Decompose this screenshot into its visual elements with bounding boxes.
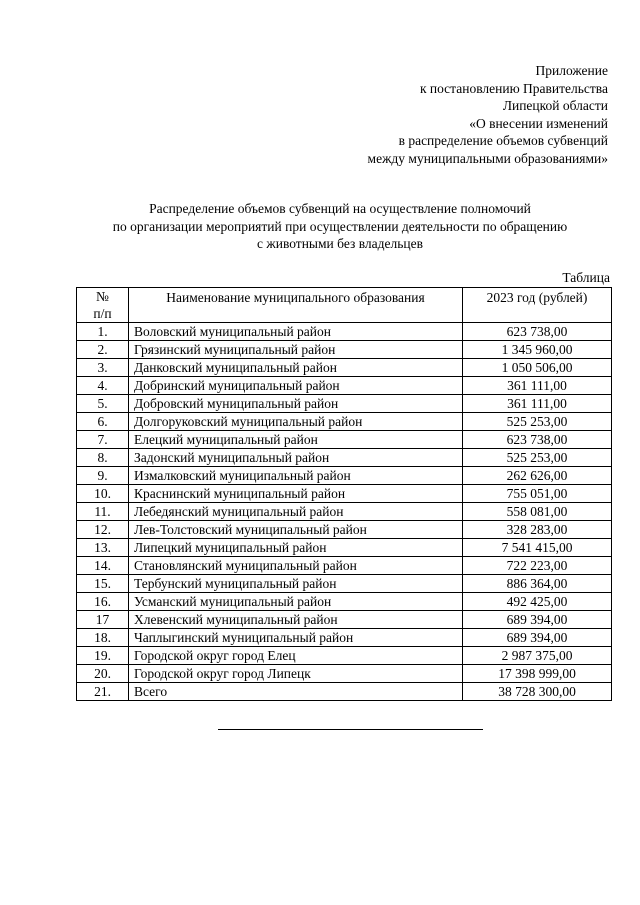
appendix-line: «О внесении изменений (469, 115, 608, 131)
table-row (77, 431, 612, 449)
table-row (77, 395, 612, 413)
row-value: 2 987 375,00 (463, 647, 612, 665)
row-number: 18. (77, 629, 129, 647)
document-title (60, 200, 620, 253)
row-name: Задонский муниципальный район (129, 449, 463, 467)
header-value: 2023 год (рублей) (463, 288, 612, 323)
row-number: 20. (77, 665, 129, 683)
header-number-abbrev: п/п (93, 305, 112, 321)
row-value: 361 111,00 (463, 395, 612, 413)
row-name: Краснинский муниципальный район (129, 485, 463, 503)
table-row (77, 449, 612, 467)
title-line: с животными без владельцев (257, 236, 423, 251)
table-row (77, 593, 612, 611)
row-name: Городской округ город Липецк (129, 665, 463, 683)
row-name: Данковский муниципальный район (129, 359, 463, 377)
row-name: Усманский муниципальный район (129, 593, 463, 611)
row-number: 2. (77, 341, 129, 359)
row-number: 15. (77, 575, 129, 593)
table-row (77, 341, 612, 359)
row-number: 9. (77, 467, 129, 485)
row-name: Воловский муниципальный район (129, 323, 463, 341)
table-label: Таблица (562, 270, 610, 285)
table-row (77, 359, 612, 377)
header-number (77, 288, 129, 323)
row-number: 11. (77, 503, 129, 521)
row-name: Чаплыгинский муниципальный район (129, 629, 463, 647)
row-value: 525 253,00 (463, 413, 612, 431)
table-row (77, 539, 612, 557)
row-value: 1 050 506,00 (463, 359, 612, 377)
title-line: по организации мероприятий при осуществлении деятельности по обращению (112, 218, 568, 234)
row-name: Всего (129, 683, 463, 701)
row-value: 722 223,00 (463, 557, 612, 575)
appendix-line: Приложение (535, 63, 608, 78)
row-value: 525 253,00 (463, 449, 612, 467)
row-name: Лебедянский муниципальный район (129, 503, 463, 521)
row-number: 16. (77, 593, 129, 611)
row-name: Хлевенский муниципальный район (129, 611, 463, 629)
row-number: 19. (77, 647, 129, 665)
row-name: Липецкий муниципальный район (129, 539, 463, 557)
row-number: 4. (77, 377, 129, 395)
table-row (77, 647, 612, 665)
bottom-divider (218, 729, 483, 730)
row-name: Лев-Толстовский муниципальный район (129, 521, 463, 539)
row-value: 623 738,00 (463, 431, 612, 449)
table-row (77, 611, 612, 629)
table-row (77, 467, 612, 485)
row-number: 8. (77, 449, 129, 467)
row-number: 14. (77, 557, 129, 575)
row-value: 38 728 300,00 (463, 683, 612, 701)
row-name: Добровский муниципальный район (129, 395, 463, 413)
row-value: 492 425,00 (463, 593, 612, 611)
row-value: 623 738,00 (463, 323, 612, 341)
table-body (77, 323, 612, 701)
row-number: 6. (77, 413, 129, 431)
row-number: 3. (77, 359, 129, 377)
row-value: 361 111,00 (463, 377, 612, 395)
distribution-table (76, 287, 612, 701)
table-row (77, 485, 612, 503)
table-row (77, 377, 612, 395)
row-name: Долгоруковский муниципальный район (129, 413, 463, 431)
row-value: 1 345 960,00 (463, 341, 612, 359)
row-value: 689 394,00 (463, 611, 612, 629)
row-name: Городской округ город Елец (129, 647, 463, 665)
row-value: 17 398 999,00 (463, 665, 612, 683)
table-row (77, 557, 612, 575)
row-value: 262 626,00 (463, 467, 612, 485)
row-number: 13. (77, 539, 129, 557)
row-name: Елецкий муниципальный район (129, 431, 463, 449)
row-value: 558 081,00 (463, 503, 612, 521)
appendix-line: Липецкой области (502, 98, 608, 113)
row-value: 886 364,00 (463, 575, 612, 593)
table-header-row (77, 288, 612, 323)
row-number: 7. (77, 431, 129, 449)
table-row (77, 575, 612, 593)
row-name: Грязинский муниципальный район (129, 341, 463, 359)
appendix-line: к постановлению Правительства (419, 80, 608, 96)
header-name: Наименование муниципального образования (129, 288, 463, 323)
row-number: 21. (77, 683, 129, 701)
table-row (77, 503, 612, 521)
row-number: 5. (77, 395, 129, 413)
table-row (77, 665, 612, 683)
row-value: 7 541 415,00 (463, 539, 612, 557)
row-value: 689 394,00 (463, 629, 612, 647)
row-value: 328 283,00 (463, 521, 612, 539)
row-number: 1. (77, 323, 129, 341)
row-name: Тербунский муниципальный район (129, 575, 463, 593)
table-row (77, 683, 612, 701)
table-row (77, 413, 612, 431)
header-number-symbol: № (96, 289, 109, 304)
appendix-block (368, 62, 608, 167)
row-name: Измалковский муниципальный район (129, 467, 463, 485)
title-line: Распределение объемов субвенций на осуществление полномочий (149, 201, 531, 216)
row-value: 755 051,00 (463, 485, 612, 503)
row-name: Добринский муниципальный район (129, 377, 463, 395)
appendix-line: в распределение объемов субвенций (398, 133, 608, 148)
table-row (77, 521, 612, 539)
table-row (77, 323, 612, 341)
row-number: 17 (77, 611, 129, 629)
appendix-line: между муниципальными образованиями» (367, 150, 608, 166)
row-number: 12. (77, 521, 129, 539)
table-row (77, 629, 612, 647)
row-name: Становлянский муниципальный район (129, 557, 463, 575)
row-number: 10. (77, 485, 129, 503)
